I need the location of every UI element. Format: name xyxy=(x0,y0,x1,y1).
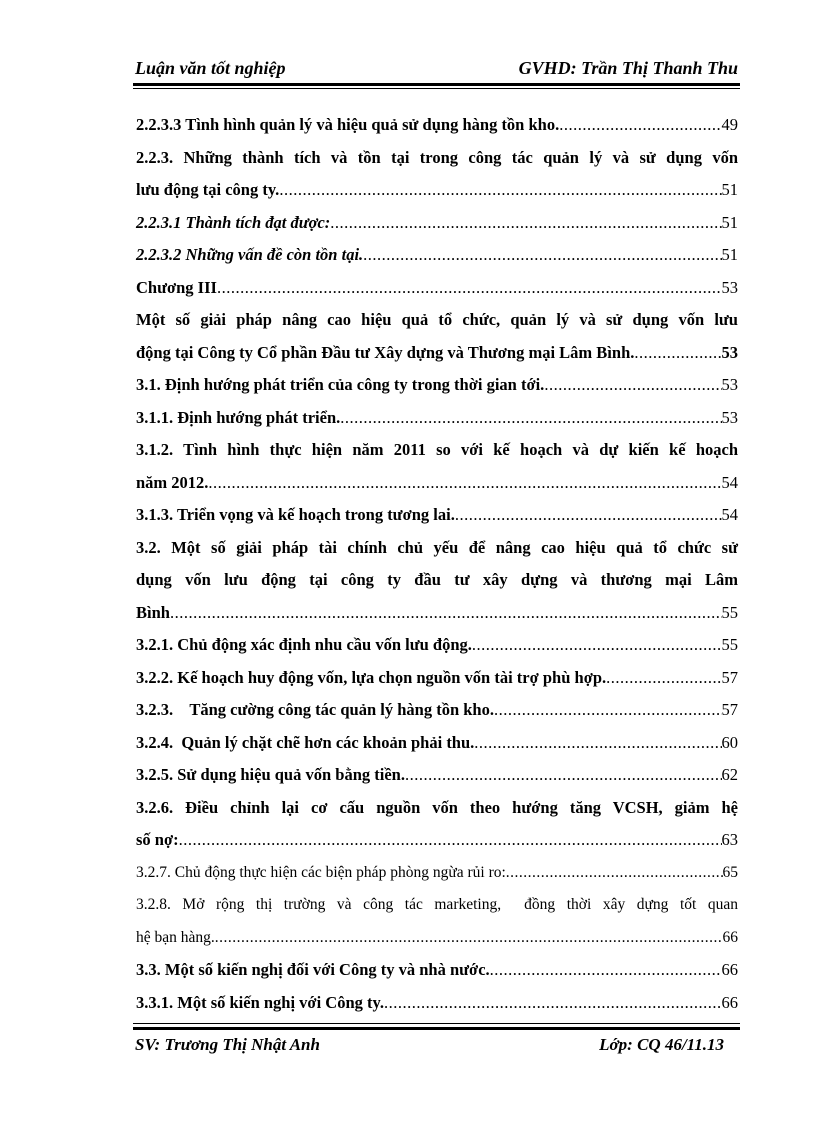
toc-entry: 3.2.2. Kế hoạch huy động vốn, lựa chọn nguồn vốn tài trợ phù hợp. ..... 57 xyxy=(136,666,738,699)
toc-entry: Bình ..... 55 xyxy=(136,601,738,634)
footer-rule-thick xyxy=(133,1027,740,1030)
toc-entry: 3.1.1. Định hướng phát triển. ..... 53 xyxy=(136,406,738,439)
toc-entry: số nợ: ..... 63 xyxy=(136,828,738,861)
toc-entry: 3.2.4. Quản lý chặt chẽ hơn các khoản phải thu. ..... 60 xyxy=(136,731,738,764)
toc-entry: 2.2.3.1 Thành tích đạt được: ..... 51 xyxy=(136,211,738,244)
header-rule-thin xyxy=(133,88,740,89)
toc-entry: hệ bạn hàng. ..... 66 xyxy=(136,926,738,959)
toc-entry-line: 3.2.8. Mở rộng thị trường và công tác marketing, đồng thời xây dựng tốt quan xyxy=(136,896,738,913)
toc-entry: Chương III ..... 53 xyxy=(136,276,738,309)
page-header xyxy=(133,58,740,86)
header-rule-thick xyxy=(133,83,740,86)
toc-entry-line: Một số giải pháp nâng cao hiệu quả tổ chức, quản lý và sử dụng vốn lưu xyxy=(136,310,738,329)
toc-entry: 3.2.3. Tăng cường công tác quản lý hàng tồn kho. ..... 57 xyxy=(136,698,738,731)
footer-student-label: SV: Trương Thị Nhật Anh xyxy=(135,1035,320,1054)
table-of-contents xyxy=(136,113,738,1023)
toc-entry: 2.2.3.2 Những vấn đề còn tồn tại. ..... 51 xyxy=(136,243,738,276)
toc-entry: năm 2012. ..... 54 xyxy=(136,471,738,504)
toc-entry: động tại Công ty Cổ phần Đầu tư Xây dựng và Thương mại Lâm Bình. ..... 53 xyxy=(136,341,738,374)
toc-entry: lưu động tại công ty. ..... 51 xyxy=(136,178,738,211)
toc-entry-line: dụng vốn lưu động tại công ty đầu tư xây dựng và thương mại Lâm xyxy=(136,570,738,589)
toc-entry: 3.2.1. Chủ động xác định nhu cầu vốn lưu động. ..... 55 xyxy=(136,633,738,666)
toc-entry-line: 3.2. Một số giải pháp tài chính chủ yếu để nâng cao hiệu quả tổ chức sử xyxy=(136,537,738,557)
toc-entry: 3.3. Một số kiến nghị đối với Công ty và nhà nước. ..... 66 xyxy=(136,958,738,991)
footer-rule-thin xyxy=(133,1023,740,1024)
footer-class-label: Lớp: CQ 46/11.13 xyxy=(599,1035,724,1054)
toc-entry: 3.1.3. Triển vọng và kế hoạch trong tương lai. ..... 54 xyxy=(136,503,738,536)
header-thesis-label: Luận văn tốt nghiệp xyxy=(135,58,286,78)
toc-entry-line: 3.2.6. Điều chỉnh lại cơ cấu nguồn vốn theo hướng tăng VCSH, giảm hệ xyxy=(136,797,738,817)
toc-entry: 3.1. Định hướng phát triển của công ty trong thời gian tới. ..... 53 xyxy=(136,373,738,406)
toc-entry: 2.2.3.3 Tình hình quản lý và hiệu quả sử dụng hàng tồn kho. ..... 49 xyxy=(136,113,738,146)
toc-entry: 3.2.7. Chủ động thực hiện các biện pháp phòng ngừa rủi ro: ..... 65 xyxy=(136,861,738,894)
toc-entry: 3.3.1. Một số kiến nghị với Công ty. ..... 66 xyxy=(136,991,738,1024)
toc-entry: 3.2.5. Sử dụng hiệu quả vốn bằng tiền. ..... 62 xyxy=(136,763,738,796)
header-advisor-label: GVHD: Trần Thị Thanh Thu xyxy=(518,58,738,78)
toc-entry-line: 3.1.2. Tình hình thực hiện năm 2011 so với kế hoạch và dự kiến kế hoạch xyxy=(136,440,738,459)
page-footer xyxy=(133,1035,740,1061)
toc-entry-line: 2.2.3. Những thành tích và tồn tại trong công tác quản lý và sử dụng vốn xyxy=(136,147,738,167)
